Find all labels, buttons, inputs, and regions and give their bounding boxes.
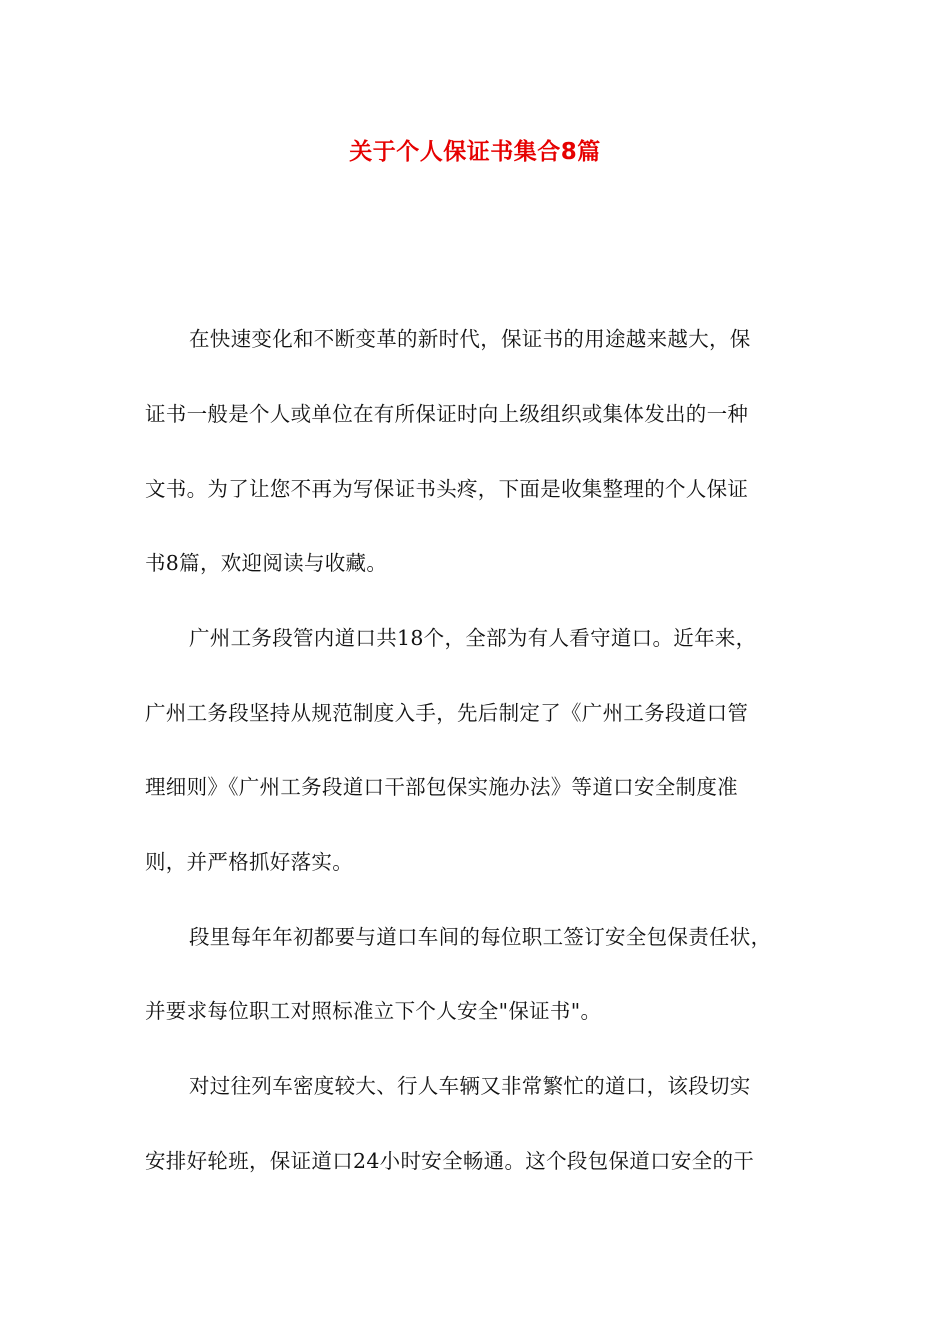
paragraph-line: 文书。为了让您不再为写保证书头疼，下面是收集整理的个人保证 (145, 477, 749, 501)
paragraph-line: 广州工务段坚持从规范制度入手，先后制定了《广州工务段道口管 (145, 701, 749, 725)
paragraph-line: 证书一般是个人或单位在有所保证时向上级组织或集体发出的一种 (145, 402, 749, 426)
paragraph-line: 广州工务段管内道口共18个，全部为有人看守道口。近年来， (189, 626, 757, 650)
paragraph-line: 理细则》《广州工务段道口干部包保实施办法》等道口安全制度准 (145, 775, 738, 799)
paragraph-line: 在快速变化和不断变革的新时代，保证书的用途越来越大，保 (189, 327, 751, 351)
paragraph-line: 书8篇，欢迎阅读与收藏。 (145, 551, 388, 575)
paragraph-line: 则，并严格抓好落实。 (145, 850, 353, 874)
paragraph-line: 安排好轮班，保证道口24小时安全畅通。这个段包保道口安全的干 (145, 1149, 755, 1173)
paragraph-line: 段里每年年初都要与道口车间的每位职工签订安全包保责任状， (189, 925, 772, 949)
document-title: 关于个人保证书集合8篇 (349, 139, 601, 165)
paragraph-line: 对过往列车密度较大、行人车辆又非常繁忙的道口，该段切实 (189, 1074, 751, 1098)
paragraph-line: 并要求每位职工对照标准立下个人安全"保证书"。 (145, 999, 602, 1023)
